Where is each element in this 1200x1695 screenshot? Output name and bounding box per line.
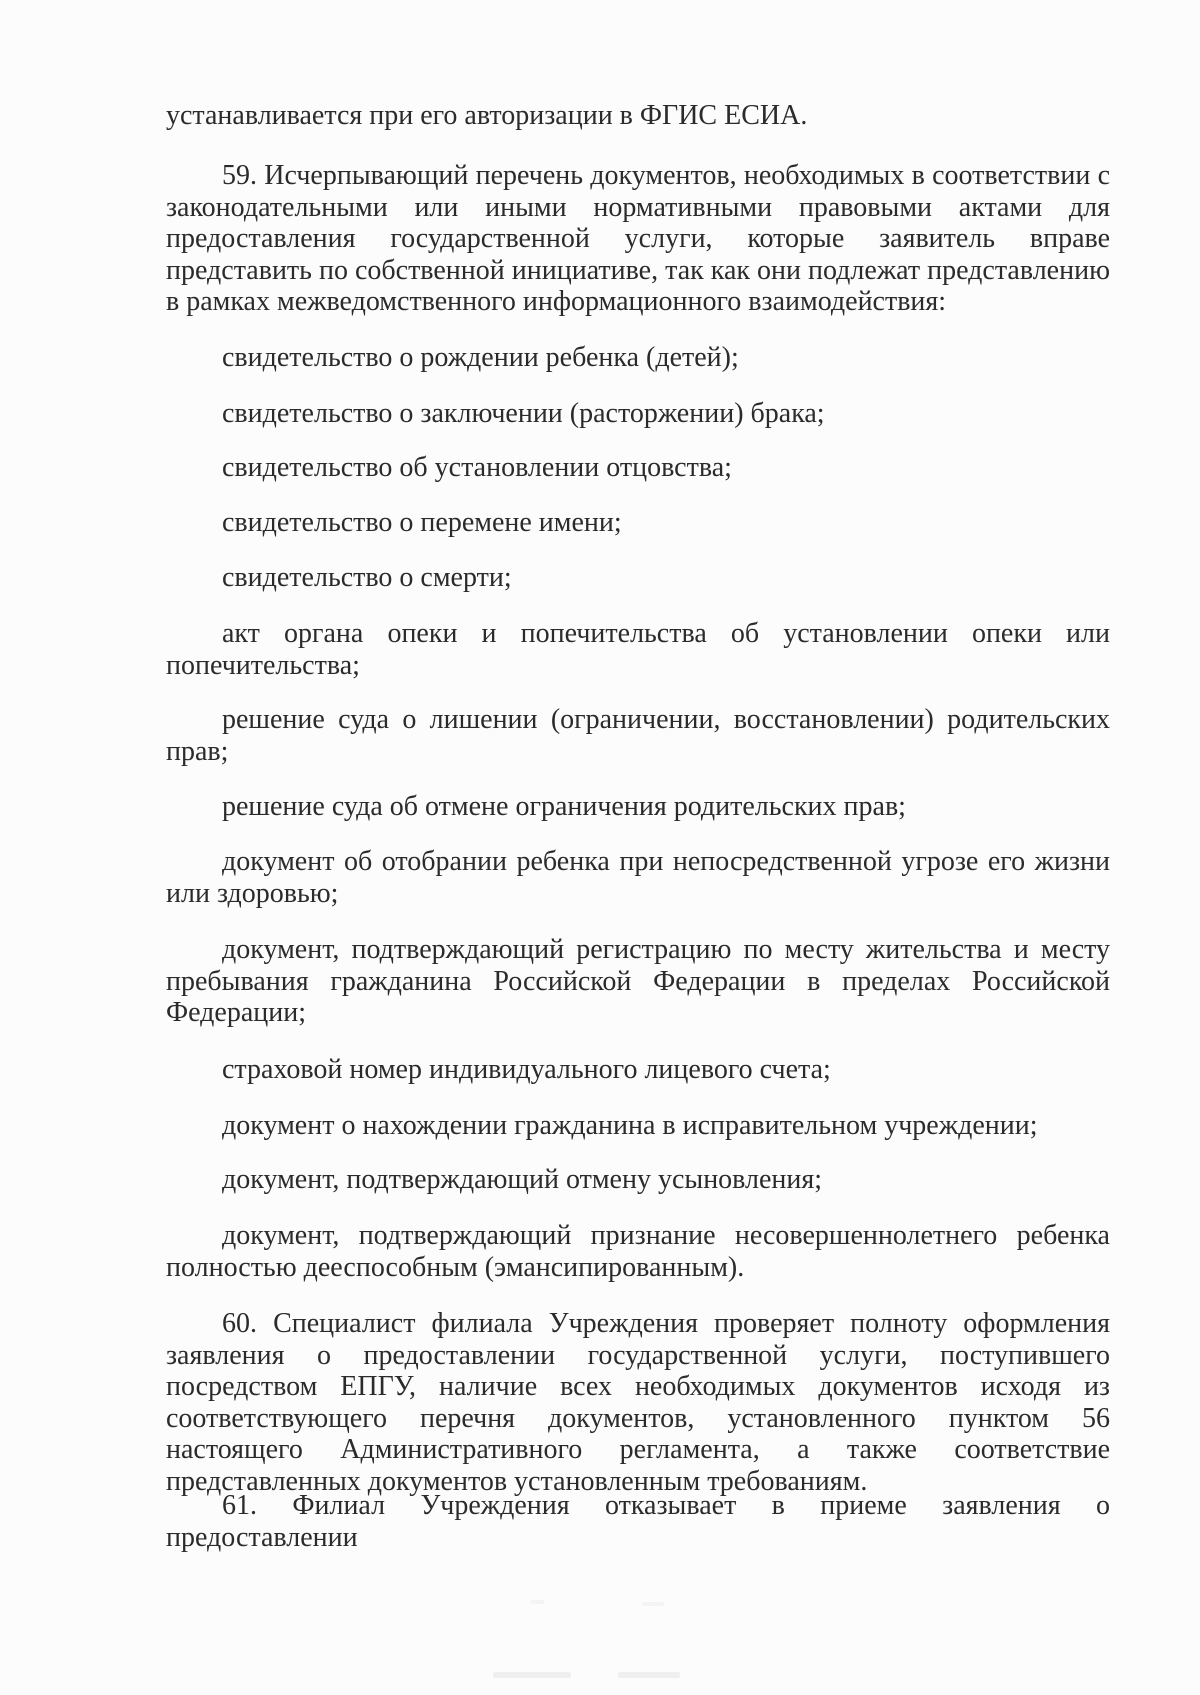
list-item-emancipation: документ, подтверждающий признание несовершеннолетнего ребенка полностью дееспособным (эмансипированным). (166, 1220, 1110, 1283)
list-item-court-cancellation: решение суда об отмене ограничения родительских прав; (222, 791, 906, 822)
list-item-adoption-cancellation: документ, подтверждающий отмену усыновления; (222, 1164, 823, 1195)
paragraph-61: 61. Филиал Учреждения отказывает в приеме заявления о предоставлении (166, 1490, 1110, 1553)
list-item-correctional-facility: документ о нахождении гражданина в исправительном учреждении; (222, 1110, 1038, 1141)
list-item-marriage-certificate: свидетельство о заключении (расторжении) брака; (222, 398, 825, 429)
list-item-name-change-certificate: свидетельство о перемене имени; (222, 507, 622, 538)
scan-mark (642, 1602, 664, 1606)
list-item-child-removal: документ об отобрании ребенка при непосредственной угрозе его жизни или здоровью; (166, 846, 1110, 909)
paragraph-59: 59. Исчерпывающий перечень документов, необходимых в соответствии с законодательными или иными нормативными правовыми актами для предоставления государственной услуги, которые заявитель вправе представить по собственной инициативе, так как они подлежат представлению в рамках межведомственного информационного взаимодействия: (166, 160, 1110, 317)
list-item-paternity-certificate: свидетельство об установлении отцовства; (222, 452, 732, 483)
paragraph-60: 60. Специалист филиала Учреждения проверяет полноту оформления заявления о предоставлении государственной услуги, поступившего посредством ЕПГУ, наличие всех необходимых документов исходя из соответствующего перечня документов, установленного пунктом 56 настоящего Административного регламента, а также соответствие представленных документов установленным требованиям. (166, 1308, 1110, 1497)
scan-mark (493, 1672, 571, 1678)
list-item-registration: документ, подтверждающий регистрацию по месту жительства и месту пребывания гражданина Российской Федерации в пределах Российской Федерации; (166, 934, 1110, 1028)
list-item-guardianship-act: акт органа опеки и попечительства об установлении опеки или попечительства; (166, 618, 1110, 681)
list-item-court-deprivation: решение суда о лишении (ограничении, восстановлении) родительских прав; (166, 704, 1110, 767)
paragraph-continuation: устанавливается при его авторизации в ФГИС ЕСИА. (166, 100, 808, 131)
scan-mark (618, 1672, 680, 1678)
list-item-death-certificate: свидетельство о смерти; (222, 562, 512, 593)
list-item-birth-certificate: свидетельство о рождении ребенка (детей); (222, 342, 739, 373)
list-item-snils: страховой номер индивидуального лицевого счета; (222, 1054, 831, 1085)
scan-mark (530, 1600, 544, 1604)
